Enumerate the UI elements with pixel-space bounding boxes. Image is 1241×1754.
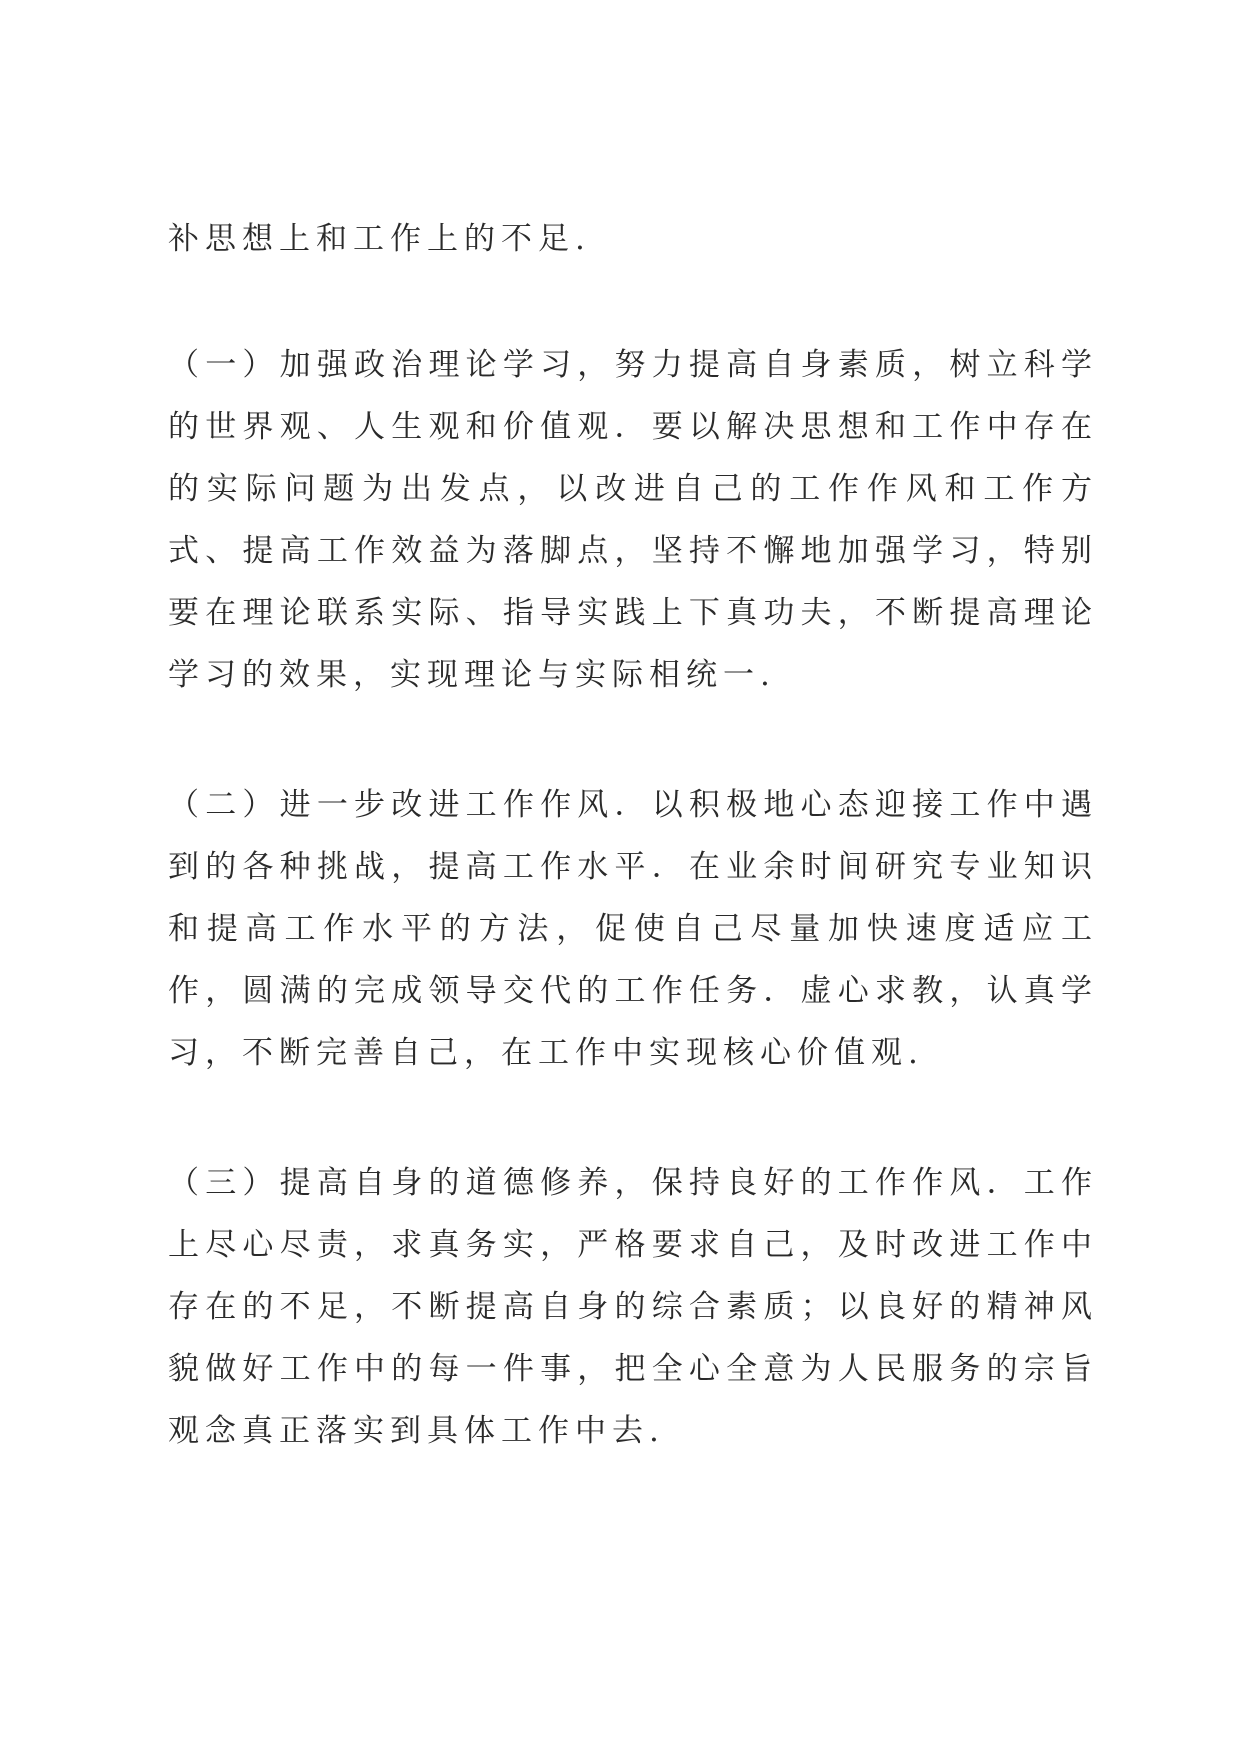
paragraph-spacer [168,270,1098,334]
paragraph-item-2: （二）进一步改进工作作风．以积极地心态迎接工作中遇到的各种挑战，提高工作水平．在业余时间研究专业知识和提高工作水平的方法，促使自己尽量加快速度适应工作，圆满的完成领导交代的工作任务．虚心求教，认真学习，不断完善自己，在工作中实现核心价值观. [168,787,1098,1071]
paragraph-item-1: （一）加强政治理论学习，努力提高自身素质，树立科学的世界观、人生观和价值观．要以解决思想和工作中存在的实际问题为出发点，以改进自己的工作作风和工作方式、提高工作效益为落脚点，坚持不懈地加强学习，特别要在理论联系实际、指导实践上下真功夫，不断提高理论学习的效果，实现理论与实际相统一. [168,347,1098,693]
paragraph-spacer [168,706,1098,774]
paragraph-item-3: （三）提高自身的道德修养，保持良好的工作作风．工作上尽心尽责，求真务实，严格要求自己，及时改进工作中存在的不足，不断提高自身的综合素质；以良好的精神风貌做好工作中的每一件事，把全心全意为人民服务的宗旨观念真正落实到具体工作中去. [168,1165,1098,1449]
paragraph-spacer [168,1084,1098,1152]
paragraph-continuation: 补思想上和工作上的不足. [168,221,591,257]
document-body [168,208,1098,1462]
